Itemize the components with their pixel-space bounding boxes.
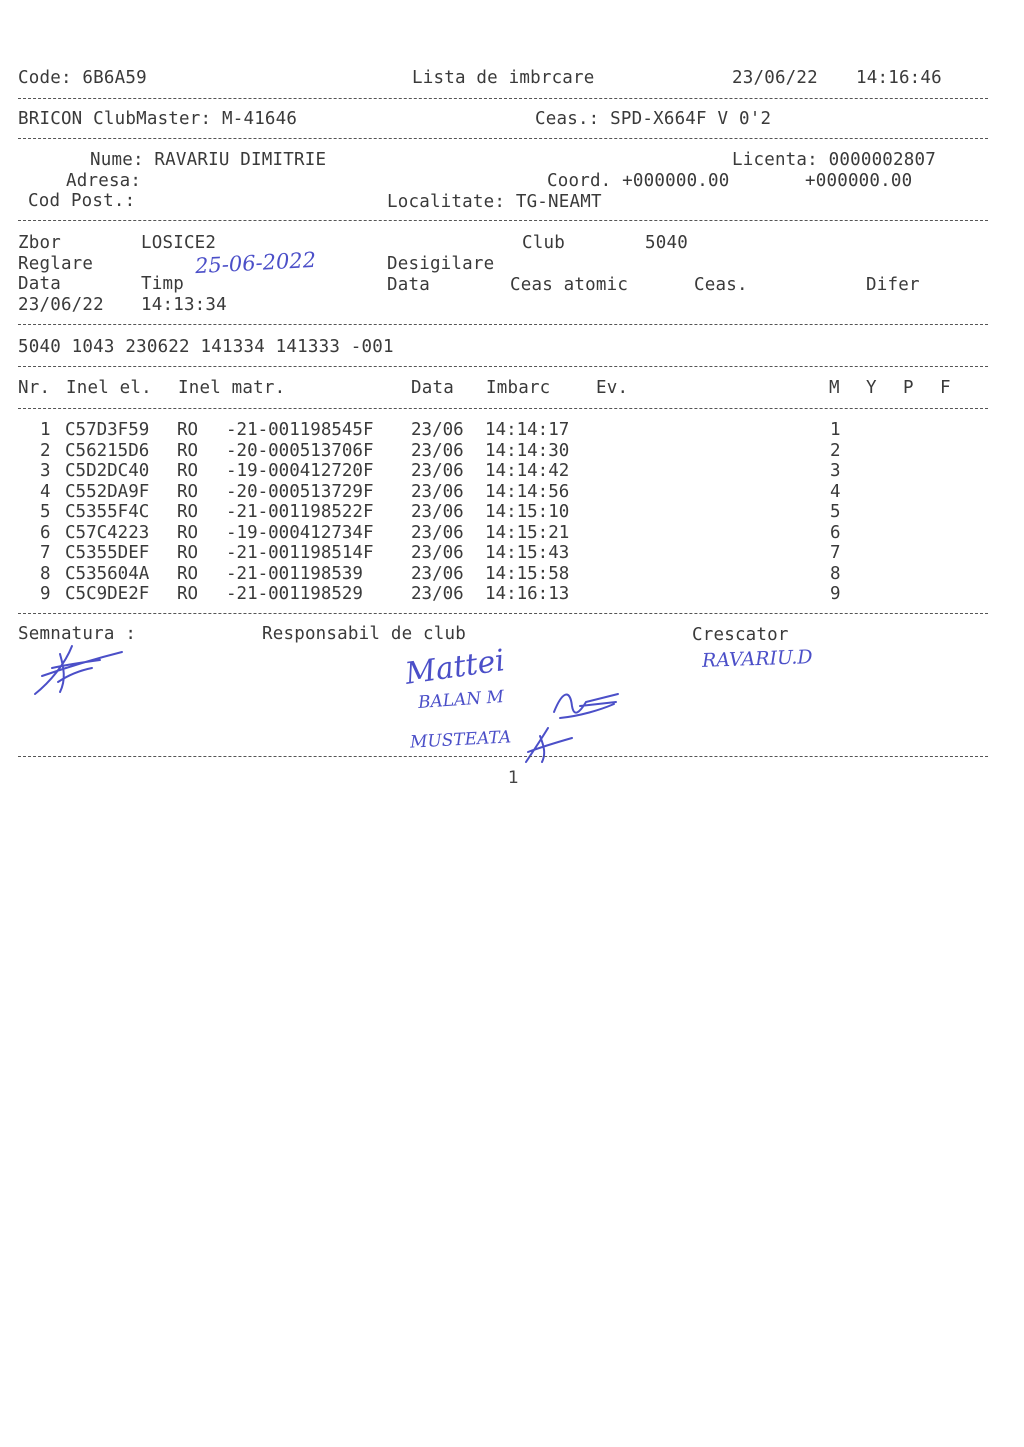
document-title: Lista de imbrcare bbox=[412, 68, 595, 88]
signature-scribble bbox=[550, 682, 622, 724]
locality: Localitate: TG-NEAMT bbox=[387, 192, 602, 212]
page-number: 1 bbox=[508, 768, 519, 788]
data-label-2: Data bbox=[387, 275, 430, 295]
address-label: Adresa: bbox=[66, 171, 142, 191]
separator bbox=[18, 220, 988, 221]
basket-date: 23/06/22 bbox=[18, 295, 104, 315]
reglare-label: Reglare bbox=[18, 254, 94, 274]
basket-time: 14:13:34 bbox=[141, 295, 227, 315]
desigilare-label: Desigilare bbox=[387, 254, 495, 274]
timp-label: Timp bbox=[141, 274, 184, 294]
handwritten-date: 25-06-2022 bbox=[194, 247, 317, 279]
clock-summary-line: 5040 1043 230622 141334 141333 -001 bbox=[18, 337, 394, 357]
club-label: Club bbox=[522, 233, 565, 253]
fancier-name: Nume: RAVARIU DIMITRIE bbox=[90, 150, 327, 170]
breeder-label: Crescator bbox=[692, 625, 789, 645]
club-signature-3: MUSTEATA bbox=[409, 727, 512, 753]
separator bbox=[18, 366, 988, 367]
postcode-label: Cod Post.: bbox=[28, 191, 136, 211]
separator bbox=[18, 138, 988, 139]
col-header-p: P bbox=[903, 378, 914, 398]
col-header-basket: Imbarc bbox=[486, 378, 551, 398]
separator bbox=[18, 408, 988, 409]
col-header-ring: Inel matr. bbox=[178, 378, 286, 398]
breeder-signature: RAVARIU.D bbox=[701, 646, 813, 672]
club-signature-1: Mattei bbox=[403, 643, 508, 692]
club-number: 5040 bbox=[645, 233, 688, 253]
data-label: Data bbox=[18, 274, 61, 294]
print-time: 14:16:46 bbox=[856, 68, 942, 88]
col-header-ev: Ev. bbox=[596, 378, 629, 398]
signature-scribble bbox=[520, 724, 576, 766]
col-header-m: M bbox=[829, 378, 840, 398]
col-header-nr: Nr. bbox=[18, 378, 51, 398]
clock-id: Ceas.: SPD-X664F V 0'2 bbox=[535, 109, 772, 129]
signature-scribble bbox=[30, 634, 130, 700]
separator bbox=[18, 756, 988, 757]
club-signature-2: BALAN M bbox=[417, 687, 505, 713]
club-responsible-label: Responsabil de club bbox=[262, 624, 466, 644]
license-number: Licenta: 0000002807 bbox=[732, 150, 936, 170]
atomic-clock-label: Ceas atomic bbox=[510, 275, 629, 295]
signature-label: Semnatura : bbox=[18, 624, 137, 644]
col-header-y: Y bbox=[866, 378, 877, 398]
clubmaster-id: BRICON ClubMaster: M-41646 bbox=[18, 109, 298, 129]
col-header-date: Data bbox=[411, 378, 454, 398]
separator bbox=[18, 613, 988, 614]
flight-name: LOSICE2 bbox=[141, 233, 217, 253]
coord-value: +000000.00 bbox=[805, 171, 913, 191]
print-date: 23/06/22 bbox=[732, 68, 818, 88]
coord-label: Coord. +000000.00 bbox=[547, 171, 730, 191]
col-header-f: F bbox=[940, 378, 951, 398]
document-code: Code: 6B6A59 bbox=[18, 68, 147, 88]
difference-label: Difer bbox=[866, 275, 920, 295]
flight-label: Zbor bbox=[18, 233, 61, 253]
col-header-chip: Inel el. bbox=[66, 378, 152, 398]
separator bbox=[18, 98, 988, 99]
separator bbox=[18, 324, 988, 325]
clock-label: Ceas. bbox=[694, 275, 748, 295]
